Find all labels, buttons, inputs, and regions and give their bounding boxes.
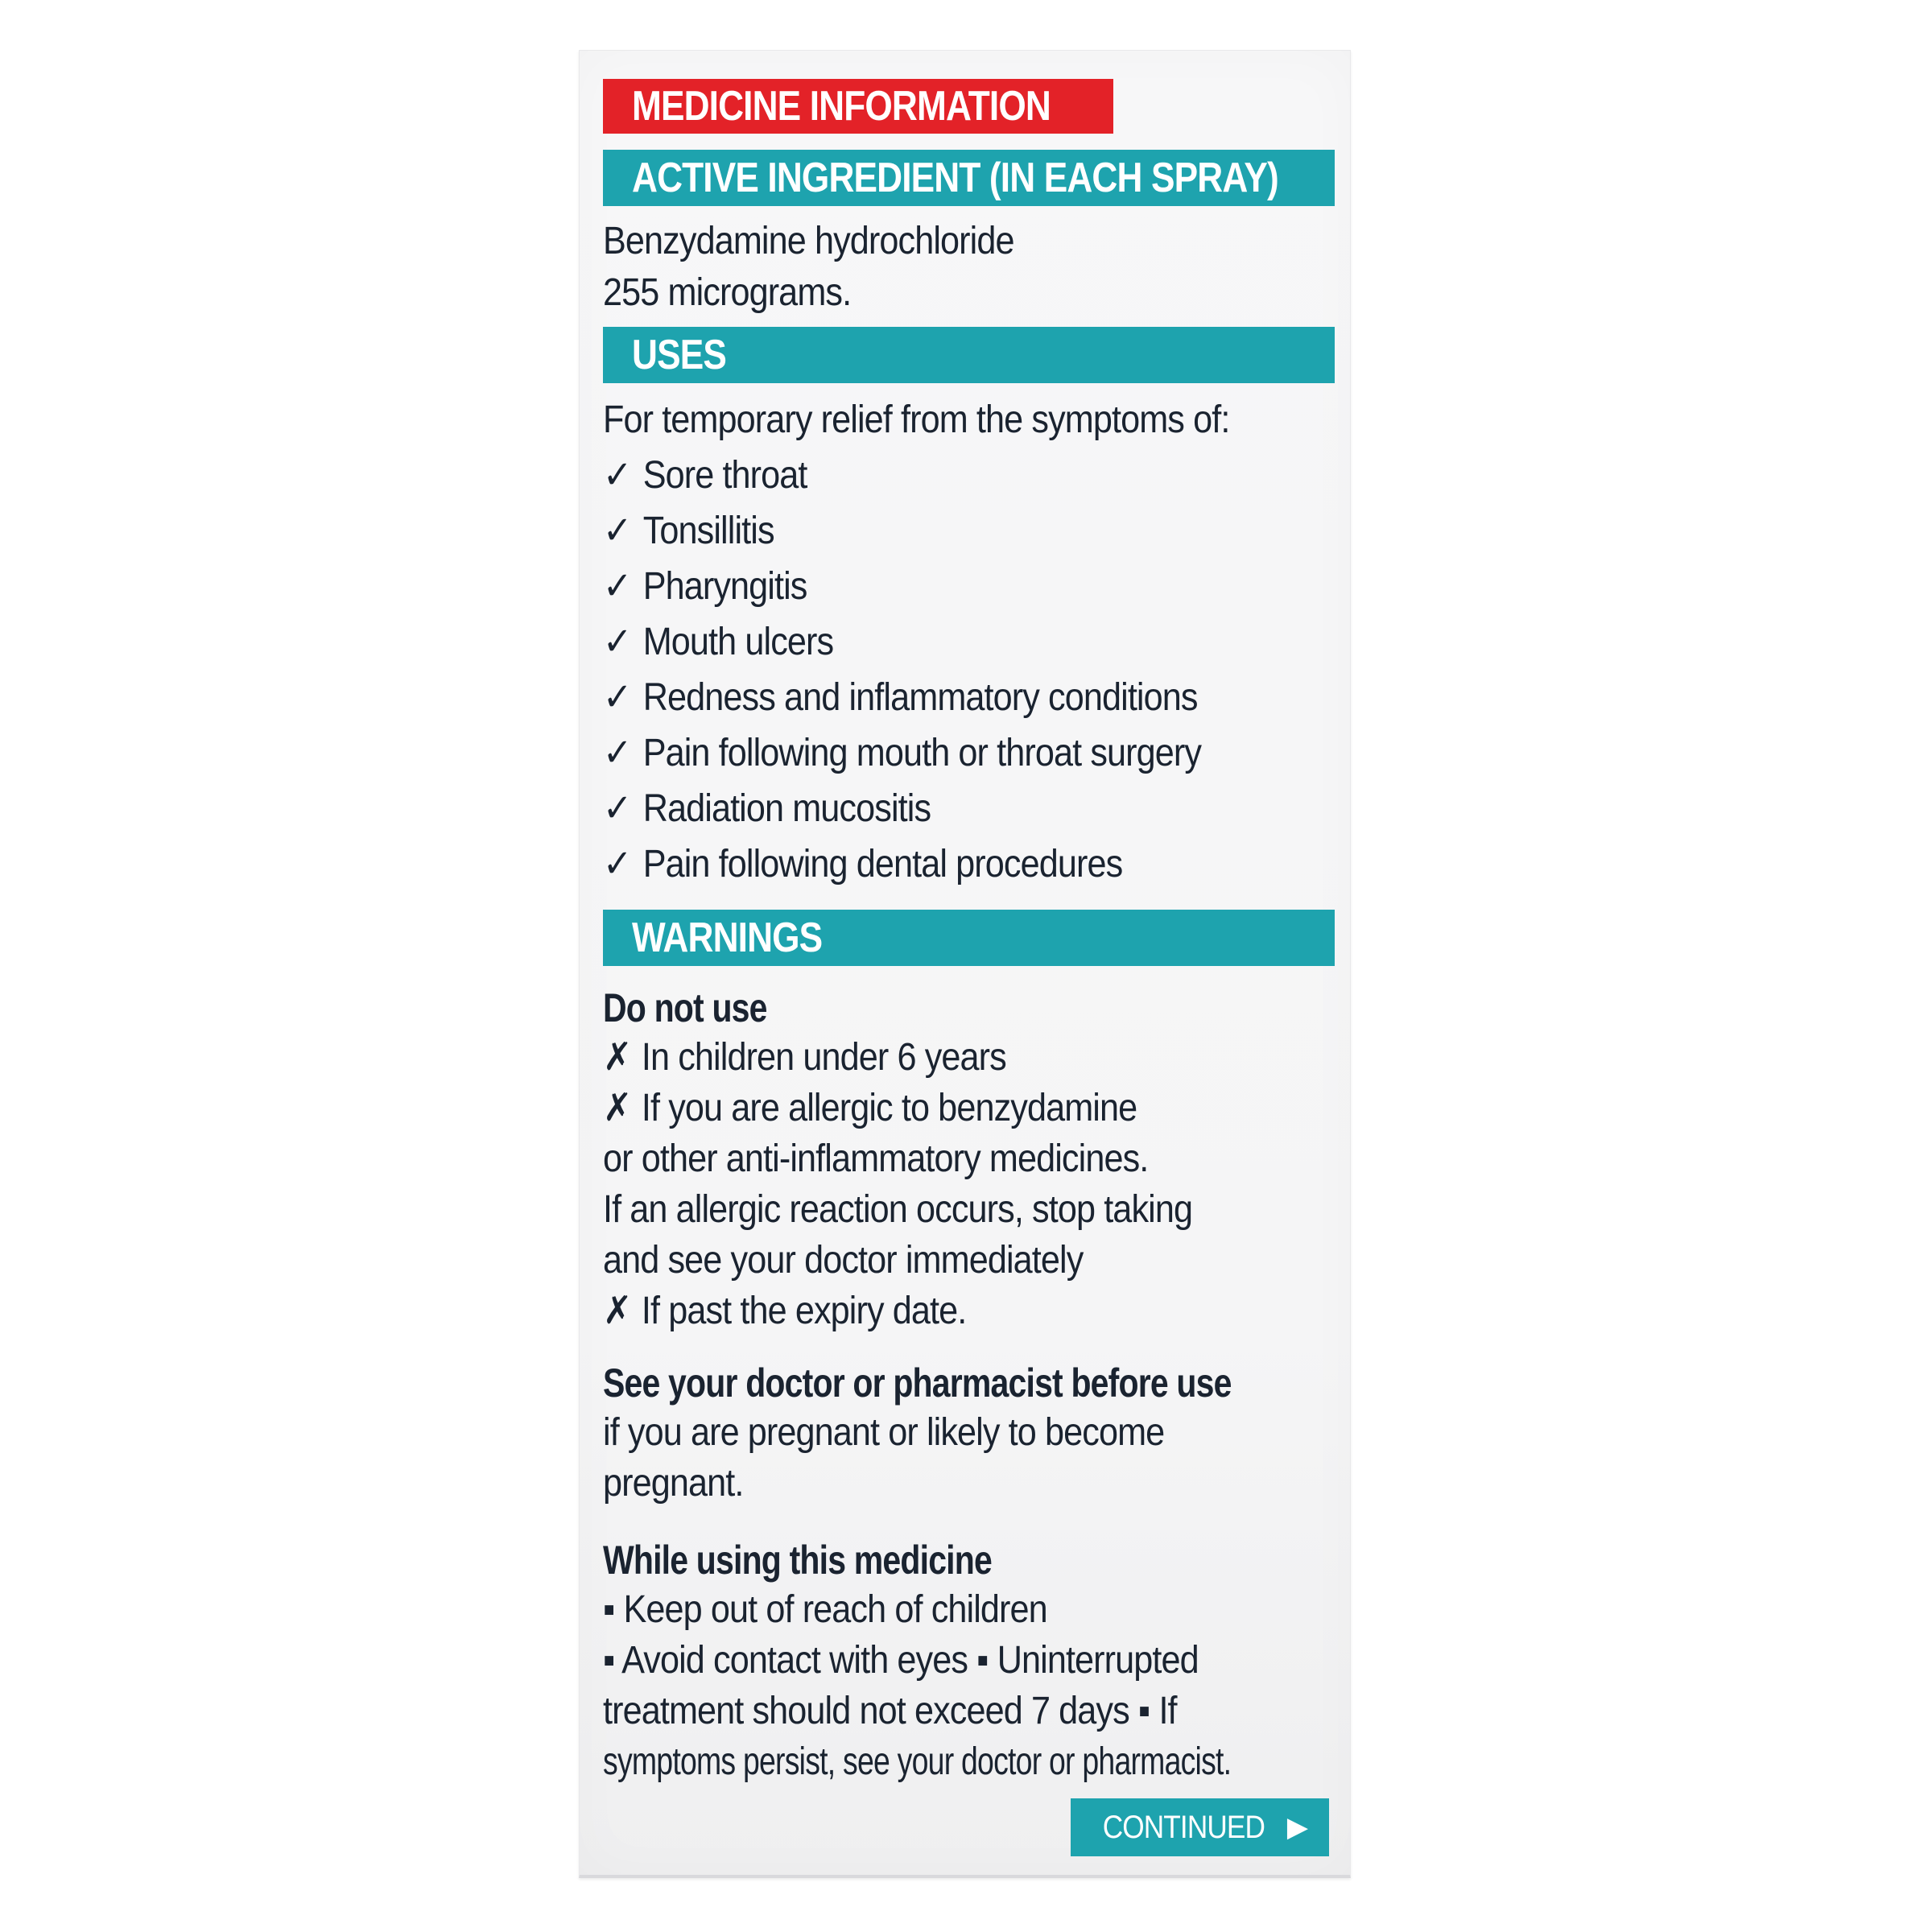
while-using-line: symptoms persist, see your doctor or pharmacist. [603,1740,1232,1783]
use-item-label: Pain following dental procedures [642,843,1123,886]
while-using-line: ▪ Avoid contact with eyes ▪ Uninterrupted [603,1639,1199,1682]
continued-arrow-icon: ▶ [1286,1812,1308,1843]
do-not-use-text: If you are allergic to benzydamine [641,1087,1137,1129]
do-not-use-heading: Do not use [603,985,767,1030]
use-item [603,503,774,559]
active-ingredient-line: Benzydamine hydrochloride [603,220,1014,262]
use-item-label: Pharyngitis [642,565,807,608]
active-ingredient-line: 255 micrograms. [603,271,852,314]
use-item-label: Sore throat [642,454,807,497]
use-item [603,614,833,670]
active-ingredient-heading: ACTIVE INGREDIENT (IN EACH SPRAY) [632,155,1278,201]
do-not-use-line [603,1032,1006,1083]
use-item-label: Redness and inflammatory conditions [642,676,1198,719]
cross-icon: ✗ [603,1036,632,1079]
do-not-use-line [603,1083,1137,1133]
check-icon: ✓ [603,676,632,719]
do-not-use-line [603,1184,1192,1235]
medicine-panel [579,50,1351,1878]
continued-tag [1071,1798,1329,1856]
check-icon: ✓ [603,843,632,886]
use-item [603,836,1122,892]
while-using-line: treatment should not exceed 7 days ▪ If [603,1690,1177,1732]
medicine-information-title: MEDICINE INFORMATION [632,83,1051,130]
use-item [603,670,1198,725]
see-doctor-line: pregnant. [603,1462,744,1505]
do-not-use-text: and see your doctor immediately [603,1239,1084,1282]
continued-label: CONTINUED [1102,1809,1265,1845]
do-not-use-line [603,1235,1083,1286]
warnings-heading: WARNINGS [632,914,823,961]
use-item [603,725,1201,781]
do-not-use-text: If an allergic reaction occurs, stop taking [603,1188,1193,1231]
do-not-use-line [603,1286,966,1336]
do-not-use-line [603,1133,1148,1184]
check-icon: ✓ [603,732,632,774]
do-not-use-text: In children under 6 years [641,1036,1006,1079]
use-item [603,781,931,836]
see-doctor-lines [603,1407,1227,1509]
uses-list [603,448,1268,892]
active-ingredient-text [603,216,1059,319]
do-not-use-lines [603,1032,1257,1336]
while-using-line: ▪ Keep out of reach of children [603,1588,1047,1631]
use-item [603,448,807,503]
use-item-label: Radiation mucositis [642,787,931,830]
do-not-use-text: If past the expiry date. [641,1290,967,1332]
use-item-label: Pain following mouth or throat surgery [642,732,1202,774]
medicine-information-banner [603,79,1113,134]
uses-intro: For temporary relief from the symptoms of: [603,398,1230,441]
do-not-use-text: or other anti-inflammatory medicines. [603,1137,1149,1180]
warnings-banner [603,910,1335,966]
uses-banner [603,327,1335,383]
check-icon: ✓ [603,787,632,830]
while-using-heading: While using this medicine [603,1538,992,1583]
use-item-label: Mouth ulcers [642,621,834,663]
check-icon: ✓ [603,621,632,663]
check-icon: ✓ [603,454,632,497]
check-icon: ✓ [603,510,632,552]
uses-heading: USES [632,332,726,378]
use-item-label: Tonsillitis [642,510,774,552]
see-doctor-line: if you are pregnant or likely to become [603,1411,1165,1454]
check-icon: ✓ [603,565,632,608]
cross-icon: ✗ [603,1087,632,1129]
cross-icon: ✗ [603,1290,632,1332]
active-ingredient-banner [603,150,1335,206]
see-doctor-heading: See your doctor or pharmacist before use [603,1360,1232,1406]
while-using-lines [603,1584,1351,1787]
use-item [603,559,807,614]
